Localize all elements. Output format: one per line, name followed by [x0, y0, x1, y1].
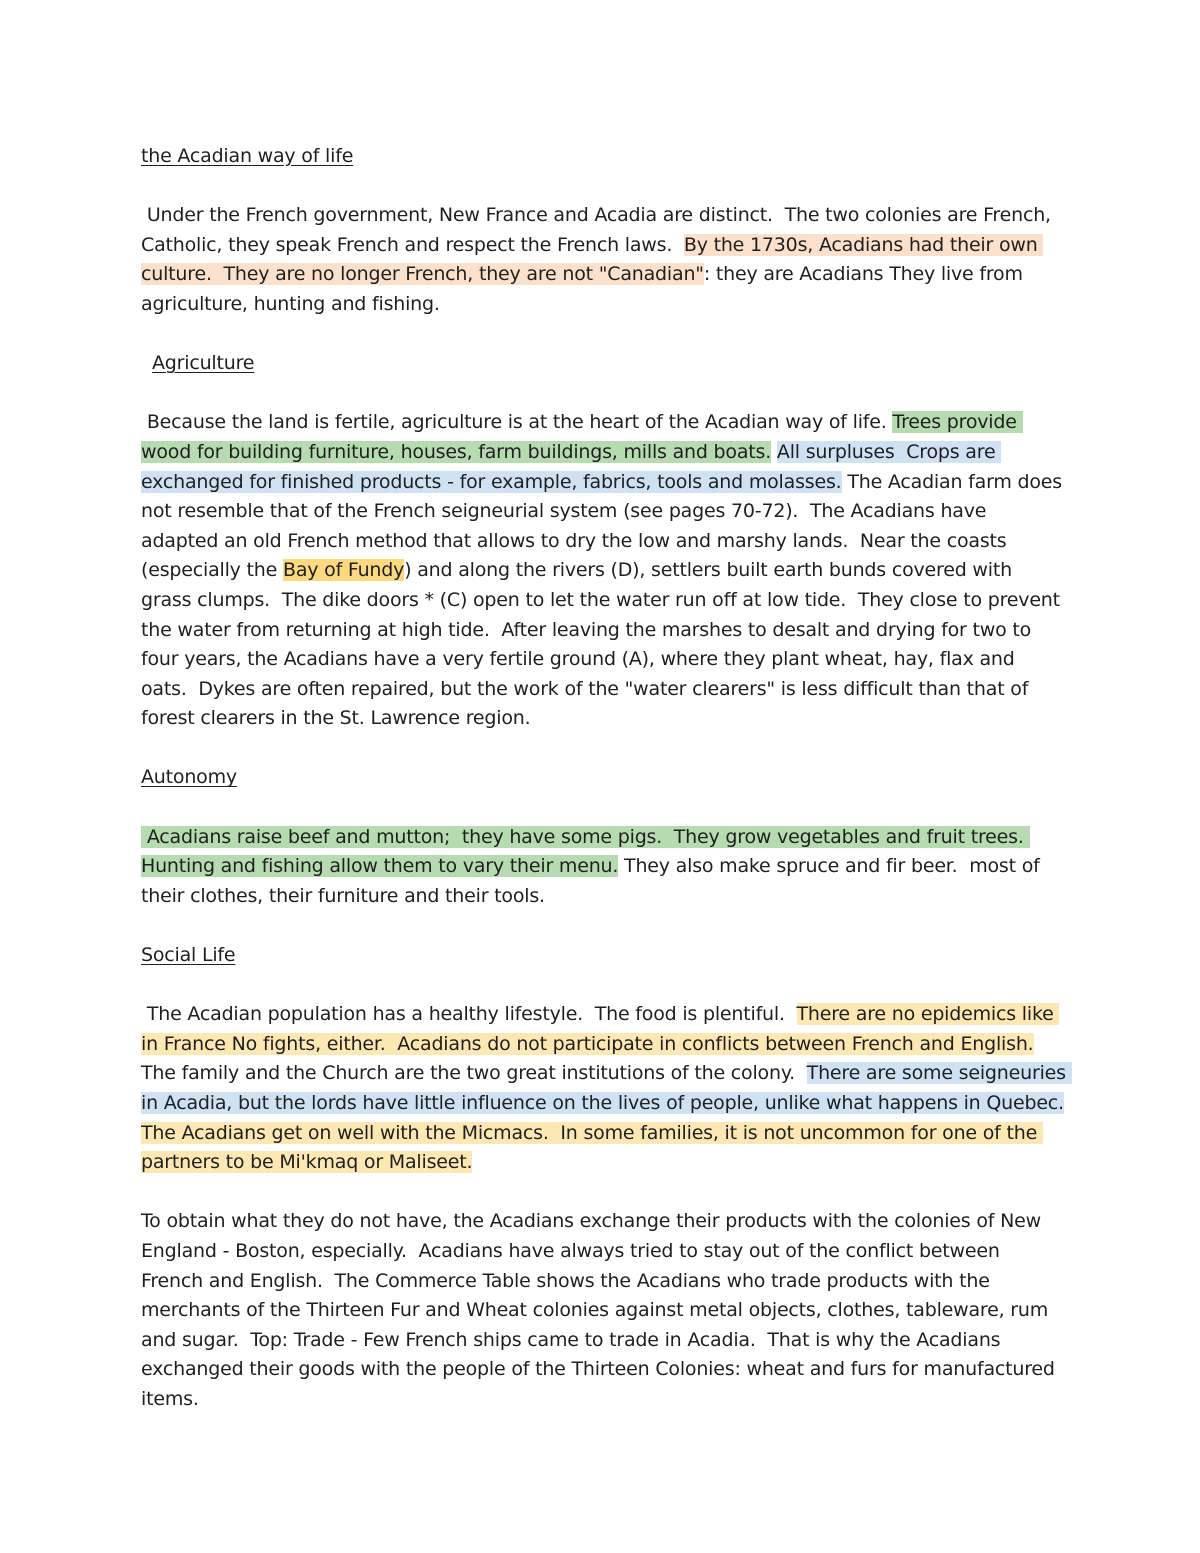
spacer — [141, 911, 1066, 941]
intro-highlight: By the 1730s, Acadians had their own culture. They are no longer French, they are not "Canadian" — [141, 233, 1044, 286]
social-life-space — [1064, 1092, 1076, 1114]
autonomy-text: They also make spruce and fir beer. most of their clothes, their furniture and their tools. — [141, 855, 1046, 907]
autonomy-highlight: Acadians raise beef and mutton; they have some pigs. They grow vegetables and fruit trees. Hunting and fishing allow them to vary their menu. — [141, 825, 1030, 878]
social-life-text-family: The family and the Church are the two great institutions of the colony. — [141, 1032, 1046, 1085]
agriculture-text-end: ) and along the rivers (D), settlers built earth bunds covered with grass clumps. The dike doors * (C) open to let the water run off at low tide. They close to prevent the water from returning at high tide. After leaving the marshes to desalt and drying for two to four years, the Acadians have a very fertile ground (A), where they plant wheat, hay, flax and oats. Dykes are often repaired, but the work of the "water clearers" is less difficult than that of forest clearers in the St. Lawrence region. — [141, 559, 1066, 730]
agriculture-text-farm: The Acadian farm does not resemble that of the French seigneurial system (see pages 70-72). The Acadians have adapted an old French method that allows to dry the low and marshy lands. Near the coasts (especially the — [141, 470, 1068, 582]
agriculture-heading: Agriculture — [152, 352, 255, 375]
intro-text: Under the French government, New France and Acadia are distinct. The two colonies are French, Catholic, they speak French and respect the French laws. — [141, 204, 1057, 256]
document-page — [141, 142, 1072, 1415]
social-life-highlight-epidemics: There are no epidemics like in France No fights, either. Acadians do not participate in conflicts between French and English. — [141, 1003, 1060, 1055]
agriculture-paragraph — [141, 408, 1066, 734]
social-life-highlight-seigneuries: There are some seigneuries in Acadia, but the lords have little influence on the lives of people, unlike what happens in Quebec. — [141, 1062, 1072, 1114]
intro-paragraph — [141, 201, 1066, 319]
spacer — [141, 734, 1066, 764]
document-title: the Acadian way of life — [141, 145, 354, 167]
spacer — [141, 379, 1066, 409]
agriculture-highlight-fundy: Bay of Fundy — [282, 559, 405, 582]
agriculture-highlight-surpluses: All surpluses Crops are exchanged for finished products - for example, fabrics, tools and molasses. — [141, 440, 1002, 493]
spacer — [141, 172, 1066, 202]
social-life-heading: Social Life — [141, 944, 236, 967]
spacer — [141, 793, 1066, 823]
social-life-highlight-micmacs: The Acadians get on well with the Micmacs. In some families, it is not uncommon for one of the partners to be Mi'kmaq or Maliseet. — [141, 1121, 1043, 1174]
trade-paragraph: To obtain what they do not have, the Acadians exchange their products with the colonies of New England - Boston, especially. Acadians have always tried to stay out of the conflict between French and English. The Commerce Table shows the Acadians who trade products with the merchants of the Thirteen Fur and Wheat colonies against metal objects, clothes, tableware, rum and sugar. Top: Trade - Few French ships came to trade in Acadia. That is why the Acadians exchanged their goods with the people of the Thirteen Colonies: wheat and furs for manufactured items. — [141, 1210, 1061, 1410]
spacer — [141, 320, 1066, 350]
intro-text-end: : they are Acadians They live from agriculture, hunting and fishing. — [141, 263, 1029, 315]
agriculture-text: Because the land is fertile, agriculture is at the heart of the Acadian way of life. — [141, 411, 893, 434]
autonomy-paragraph — [141, 823, 1066, 912]
spacer — [141, 971, 1066, 1001]
agriculture-highlight-trees: Trees provide wood for building furniture, houses, farm buildings, mills and boats. — [141, 411, 1023, 463]
social-life-text: The Acadian population has a healthy lifestyle. The food is plentiful. — [141, 1003, 797, 1026]
social-life-paragraph — [141, 1000, 1072, 1178]
spacer — [141, 1178, 1066, 1208]
autonomy-heading: Autonomy — [141, 766, 237, 789]
